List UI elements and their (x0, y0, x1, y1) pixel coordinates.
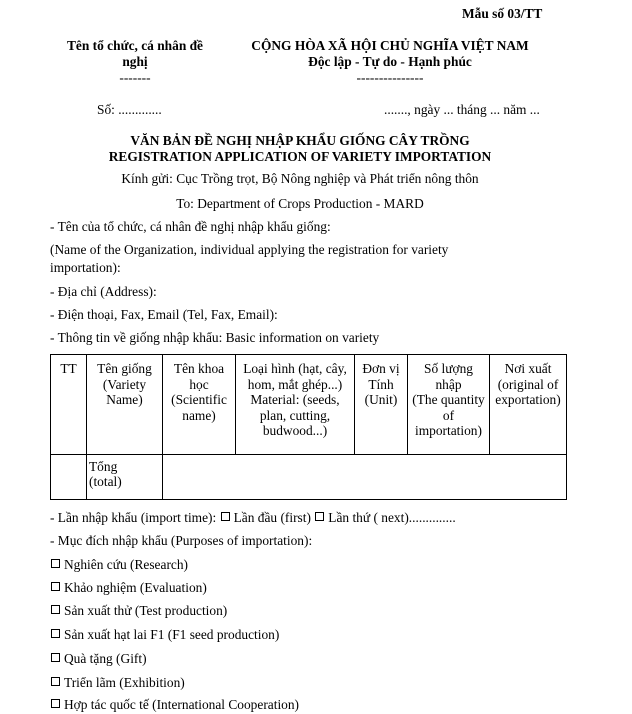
purpose-cooperation-checkbox[interactable] (51, 699, 60, 708)
national-motto: Độc lập - Tự do - Hạnh phúc (308, 54, 472, 69)
number-line: Số: ............. (97, 102, 162, 117)
table-header-row (51, 355, 567, 455)
col-material: Loại hình (hạt, cây, hom, mắt ghép...) Material: (seeds, plan, cutting, budwood...) (236, 355, 355, 455)
national-divider: --------------- (356, 70, 424, 85)
address-field: - Địa chỉ (Address): (50, 284, 157, 299)
col-variety-name: Tên giống (Variety Name) (87, 355, 163, 455)
purpose-test-production: Sản xuất thử (Test production) (50, 603, 227, 619)
org-line-2: nghị (122, 54, 148, 69)
purpose-f1-seed-checkbox[interactable] (51, 629, 60, 638)
purposes-label: - Mục đích nhập khẩu (Purposes of importation): (50, 533, 313, 548)
org-line-1: Tên tổ chức, cá nhân đề (67, 38, 203, 53)
purpose-gift-checkbox[interactable] (51, 653, 60, 662)
total-value-cell[interactable] (163, 454, 567, 499)
col-tt: TT (51, 355, 87, 455)
org-block (45, 38, 225, 86)
title-vi: VĂN BẢN ĐỀ NGHỊ NHẬP KHẨU GIỐNG CÂY TRỒNG (130, 133, 470, 148)
org-name-en-line1: (Name of the Organization, individual applying the registration for variety (50, 242, 449, 257)
purpose-exhibition-checkbox[interactable] (51, 677, 60, 686)
document-title (40, 133, 560, 165)
first-time-checkbox[interactable] (221, 512, 230, 521)
variety-info-field: - Thông tin về giống nhập khẩu: Basic information on variety (50, 330, 380, 345)
total-tt-cell[interactable] (51, 454, 87, 499)
national-title: CỘNG HÒA XÃ HỘI CHỦ NGHĨA VIỆT NAM (251, 38, 529, 53)
title-en: REGISTRATION APPLICATION OF VARIETY IMPORTATION (108, 149, 492, 164)
col-origin: Nơi xuất (original of exportation) (490, 355, 567, 455)
col-quantity: Số lượng nhập (The quantity of importation) (408, 355, 490, 455)
purpose-gift: Quà tặng (Gift) (50, 651, 147, 667)
purpose-test-production-checkbox[interactable] (51, 605, 60, 614)
next-time-label: Lần thứ ( next).............. (328, 510, 456, 525)
purpose-evaluation-checkbox[interactable] (51, 582, 60, 591)
org-name-en-line2: importation): (50, 260, 121, 275)
purpose-exhibition: Triển lãm (Exhibition) (50, 675, 185, 691)
first-time-label: Lần đầu (first) (233, 510, 311, 525)
purpose-research-checkbox[interactable] (51, 559, 60, 568)
col-unit: Đơn vị Tính (Unit) (355, 355, 408, 455)
purpose-f1-seed: Sản xuất hạt lai F1 (F1 seed production) (50, 627, 279, 643)
org-name-field: - Tên của tổ chức, cá nhân đề nghị nhập khẩu giống: (50, 219, 331, 234)
variety-table (50, 354, 567, 500)
phone-field: - Điện thoại, Fax, Email (Tel, Fax, Email): (50, 307, 278, 322)
form-code: Mẫu số 03/TT (462, 6, 543, 21)
org-divider: ------- (119, 70, 151, 85)
table-total-row (51, 454, 567, 499)
col-scientific-name: Tên khoa học (Scientific name) (163, 355, 236, 455)
purpose-international-cooperation: Hợp tác quốc tế (International Cooperation) (50, 697, 299, 713)
purpose-research: Nghiên cứu (Research) (50, 557, 188, 573)
purpose-evaluation: Khảo nghiệm (Evaluation) (50, 580, 207, 596)
total-label-cell: Tổng (total) (87, 454, 163, 499)
import-time-row (50, 510, 456, 526)
date-line: ......., ngày ... tháng ... năm ... (384, 102, 540, 117)
national-header (232, 38, 548, 86)
import-time-label: - Lần nhập khẩu (import time): (50, 510, 217, 525)
recipient-en: To: Department of Crops Production - MARD (176, 196, 424, 211)
next-time-checkbox[interactable] (315, 512, 324, 521)
recipient-vi: Kính gửi: Cục Trồng trọt, Bộ Nông nghiệp và Phát triển nông thôn (121, 171, 479, 186)
